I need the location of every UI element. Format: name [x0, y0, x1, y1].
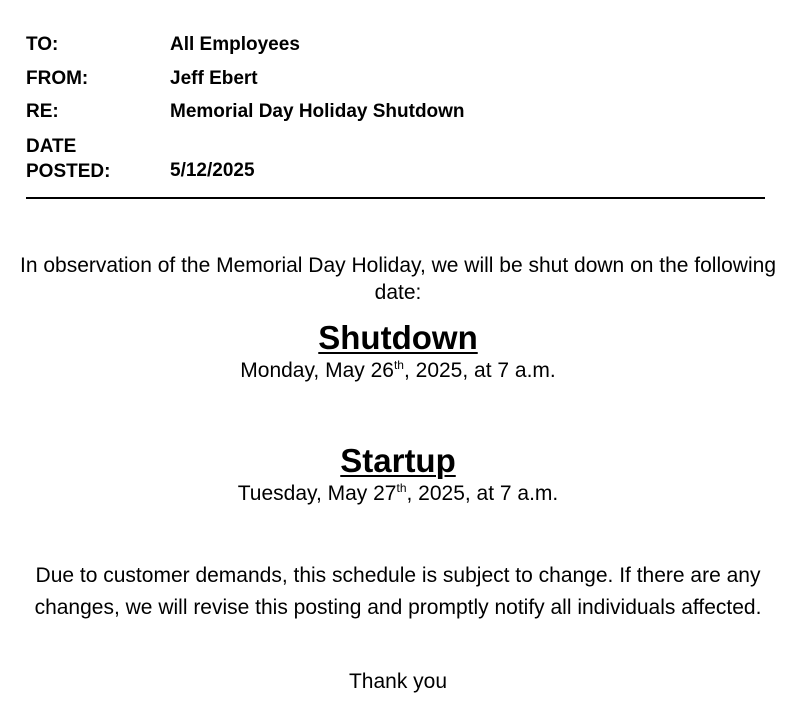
schedule-change-note: Due to customer demands, this schedule is subject to change. If there are any changes, we will revise this posting and promptly notify all individuals affected. [34, 564, 762, 619]
shutdown-time: , 2025, at 7 a.m. [403, 359, 556, 382]
closing-text: Thank you [348, 670, 448, 693]
startup-heading: Startup [340, 442, 456, 479]
shutdown-date [20, 357, 776, 384]
re-row [26, 100, 766, 124]
header-divider [26, 197, 765, 199]
re-label: RE: [26, 101, 59, 122]
date-label-line2: POSTED: [26, 161, 111, 182]
shutdown-ordinal-suffix: th [393, 358, 404, 372]
from-value: Jeff Ebert [170, 68, 258, 89]
startup-date [20, 480, 776, 507]
re-value: Memorial Day Holiday Shutdown [170, 101, 465, 122]
to-row [26, 33, 766, 57]
from-label: FROM: [26, 68, 89, 89]
from-row [26, 67, 766, 91]
date-posted-value: 5/12/2025 [170, 160, 255, 181]
startup-time: , 2025, at 7 a.m. [406, 482, 559, 505]
date-label-line1: DATE [26, 136, 77, 157]
intro-paragraph: In observation of the Memorial Day Holiday, we will be shut down on the following date: [20, 254, 776, 304]
startup-day: Tuesday, May 27 [237, 482, 397, 505]
shutdown-heading: Shutdown [318, 319, 478, 356]
to-label: TO: [26, 34, 59, 55]
to-value: All Employees [170, 34, 300, 55]
date-posted-row [26, 134, 766, 184]
startup-ordinal-suffix: th [396, 481, 407, 495]
shutdown-day: Monday, May 26 [240, 359, 394, 382]
date-posted-label [26, 134, 170, 184]
